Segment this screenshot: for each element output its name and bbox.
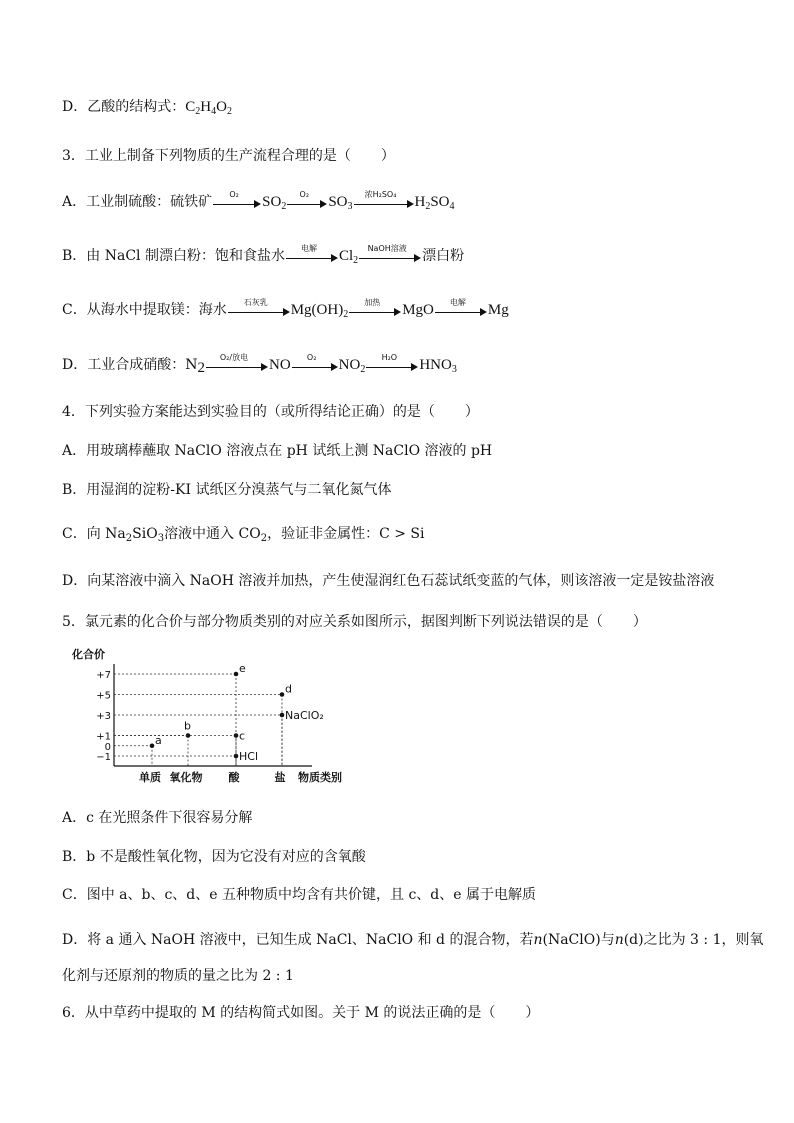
point-label: a: [155, 733, 162, 747]
data-point: [280, 692, 285, 697]
x-axis-title: 物质类别: [298, 771, 342, 784]
x-tick-label: 酸: [228, 771, 240, 784]
reaction-arrow: 电解: [286, 249, 338, 263]
data-point: [280, 713, 285, 718]
point-label: b: [184, 719, 191, 733]
y-tick-label: −1: [96, 752, 111, 763]
x-tick-label: 氧化物: [169, 771, 203, 784]
x-tick-label: 盐: [274, 771, 286, 784]
point-label: d: [285, 682, 292, 696]
reaction-arrow: O₂: [213, 195, 261, 209]
reaction-arrow: O₂: [287, 195, 327, 209]
reaction-arrow: 加热: [349, 303, 401, 317]
point-label: c: [239, 729, 246, 743]
y-tick-label: +3: [96, 711, 111, 722]
q3-option-d: D．工业合成硝酸：$N_2$ O₂/放电 NO O₂ $NO_2$ H₂O $HNO_3$: [62, 353, 457, 376]
q5-option-b: B．b 不是酸性氧化物，因为它没有对应的含氧酸: [62, 849, 366, 865]
data-point: [234, 672, 239, 677]
point-label: HCl: [239, 750, 259, 763]
q6-stem: 6．从中草药中提取的 M 的结构简式如图。关于 M 的说法正确的是（ ）: [62, 1005, 540, 1021]
x-tick-label: 单质: [139, 771, 161, 784]
reaction-arrow: 电解: [435, 303, 487, 317]
q3-option-c: C．从海水中提取镁：海水 石灰乳 $Mg(OH)_2$ 加热 MgO 电解 Mg: [62, 298, 509, 320]
q5-option-a: A．c 在光照条件下很容易分解: [62, 810, 253, 826]
q5-stem: 5．氯元素的化合价与部分物质类别的对应关系如图所示，据图判断下列说法错误的是（ ）: [62, 614, 647, 630]
point-label: e: [239, 662, 246, 675]
q4-option-b: B．用湿润的淀粉-KI 试纸区分溴蒸气与二氧化氮气体: [62, 482, 392, 498]
y-tick-label: +5: [96, 690, 111, 702]
point-label: NaClO₂: [285, 709, 324, 722]
reaction-arrow: O₂/放电: [206, 358, 268, 372]
reaction-arrow: NaOH溶液: [359, 249, 421, 263]
q2-option-d: D．乙酸的结构式：$C_2H_4O_2$: [62, 99, 232, 117]
q3-option-b: B．由 NaCl 制漂白粉：饱和食盐水 电解 $Cl_2$ NaOH溶液 漂白粉: [62, 244, 465, 266]
reaction-arrow: 石灰乳: [228, 303, 290, 317]
q5-option-d-line1: D．将 a 通入 NaOH 溶液中，已知生成 NaCl、NaClO 和 d 的混合物，若n(NaClO)与n(d)之比为 3 : 1，则氧: [62, 932, 764, 948]
q5-option-d-line2: 化剂与还原剂的物质的量之比为 2 : 1: [62, 968, 294, 984]
q4-option-c: C．向 $Na_2SiO_3$溶液中通入 $CO_2$，验证非金属性：C > Si: [62, 526, 425, 544]
q5-option-c: C．图中 a、b、c、d、e 五种物质中均含有共价键，且 c、d、e 属于电解质: [62, 887, 536, 903]
y-tick-label: 0: [104, 741, 111, 753]
q4-stem: 4．下列实验方案能达到实验目的（或所得结论正确）的是（ ）: [62, 404, 479, 420]
valence-chart: [62, 644, 362, 794]
q4-option-d: D．向某溶液中滴入 NaOH 溶液并加热，产生使湿润红色石蕊试纸变蓝的气体，则该溶液一定是铵盐溶液: [62, 573, 715, 589]
reaction-arrow: O₂: [292, 358, 338, 372]
data-point: [150, 743, 155, 748]
reaction-arrow: H₂O: [366, 358, 418, 372]
y-tick-label: +7: [96, 670, 111, 681]
y-axis-title: 化合价: [72, 648, 105, 661]
reaction-arrow: 浓H₂SO₄: [354, 195, 414, 209]
q3-stem: 3．工业上制备下列物质的生产流程合理的是（ ）: [62, 148, 395, 164]
q4-option-a: A．用玻璃棒蘸取 NaClO 溶液点在 pH 试纸上测 NaClO 溶液的 pH: [62, 443, 493, 459]
y-tick-label: +1: [96, 731, 111, 743]
q3-option-a: A．工业制硫酸：硫铁矿 O₂ $SO_2$ O₂ $SO_3$ 浓H₂SO₄ $H_2SO_4$: [62, 190, 455, 212]
